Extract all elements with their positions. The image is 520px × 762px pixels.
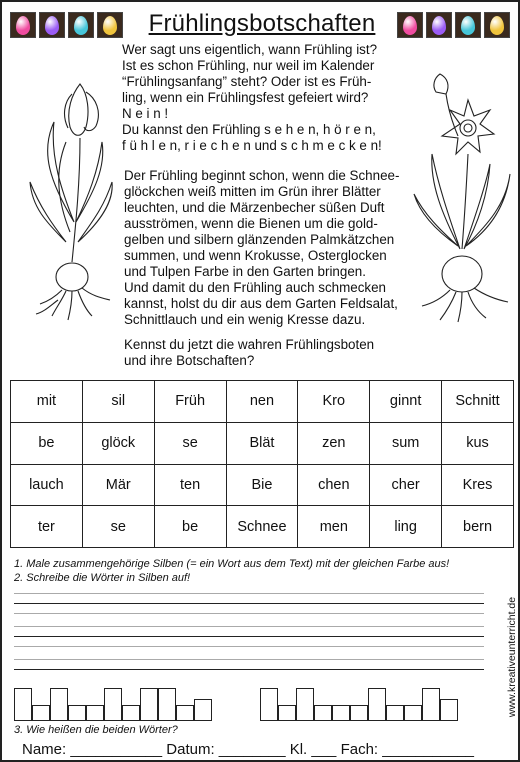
- footer-fields[interactable]: Name: ___________ Datum: ________ Kl. ___ Fach: ___________: [22, 741, 475, 758]
- side-url: [505, 562, 519, 752]
- intro-line: N e i n !: [122, 106, 169, 121]
- letter-box[interactable]: [104, 688, 122, 721]
- syllable-cell[interactable]: be: [11, 422, 83, 464]
- question-line: Kennst du jetzt die wahren Frühlingsboten: [124, 337, 375, 352]
- syllable-cell[interactable]: lauch: [11, 464, 83, 506]
- syllable-cell[interactable]: ten: [154, 464, 226, 506]
- syllable-cell[interactable]: zen: [298, 422, 370, 464]
- letter-box[interactable]: [296, 688, 314, 721]
- writing-line[interactable]: [14, 593, 484, 594]
- letter-box[interactable]: [260, 688, 278, 721]
- syllable-cell[interactable]: Kro: [298, 381, 370, 423]
- intro-line: Du kannst den Frühling s e h e n, h ö r e n,: [122, 122, 376, 137]
- syllable-row: [11, 381, 514, 423]
- syllable-cell[interactable]: se: [82, 506, 154, 548]
- letter-box[interactable]: [350, 705, 368, 721]
- syllable-row: [11, 422, 514, 464]
- intro-line: Wer sagt uns eigentlich, wann Frühling ist?: [122, 42, 378, 57]
- letter-box[interactable]: [176, 705, 194, 721]
- body-line: Schnittlauch und ein wenig Kresse dazu.: [124, 312, 366, 327]
- writing-lines[interactable]: [14, 593, 484, 679]
- body-line: und Tulpen Farbe in den Garten bringen.: [124, 264, 366, 279]
- letter-box[interactable]: [32, 705, 50, 721]
- syllable-cell[interactable]: Bie: [226, 464, 298, 506]
- syllable-cell[interactable]: ling: [370, 506, 442, 548]
- intro-line: f ü h l e n, r i e c h e n und s c h m e c k e n!: [122, 138, 382, 153]
- syllable-cell[interactable]: Schnee: [226, 506, 298, 548]
- word-shape-boxes-1[interactable]: [14, 688, 214, 721]
- letter-box[interactable]: [122, 705, 140, 721]
- syllable-row: [11, 506, 514, 548]
- syllable-cell[interactable]: men: [298, 506, 370, 548]
- writing-line[interactable]: [14, 613, 484, 614]
- intro-line: Ist es schon Frühling, nur weil im Kalender: [122, 58, 375, 73]
- crocus-drawing: [10, 72, 120, 327]
- syllable-cell[interactable]: cher: [370, 464, 442, 506]
- task-2: 2. Schreibe die Wörter in Silben auf!: [14, 572, 191, 584]
- syllable-cell[interactable]: kus: [442, 422, 514, 464]
- syllable-cell[interactable]: glöck: [82, 422, 154, 464]
- writing-line[interactable]: [14, 659, 484, 660]
- writing-line[interactable]: [14, 669, 484, 670]
- narcissus-drawing: [402, 64, 520, 326]
- letter-box[interactable]: [140, 688, 158, 721]
- task-3: 3. Wie heißen die beiden Wörter?: [14, 724, 178, 736]
- syllable-cell[interactable]: bern: [442, 506, 514, 548]
- side-url-text: www.kreativeunterricht.de: [506, 596, 518, 718]
- body-line: Der Frühling beginnt schon, wenn die Schnee-: [124, 168, 400, 183]
- letter-box[interactable]: [404, 705, 422, 721]
- syllable-cell[interactable]: ter: [11, 506, 83, 548]
- syllable-cell[interactable]: sum: [370, 422, 442, 464]
- question-line: und ihre Botschaften?: [124, 353, 255, 368]
- body-line: ausströmen, wenn die Bienen um die gold-: [124, 216, 378, 231]
- letter-box[interactable]: [14, 688, 32, 721]
- syllable-grid: [10, 380, 514, 548]
- task-1: 1. Male zusammengehörige Silben (= ein Wort aus dem Text) mit der gleichen Farbe aus!: [14, 558, 450, 570]
- syllable-cell[interactable]: se: [154, 422, 226, 464]
- letter-box[interactable]: [314, 705, 332, 721]
- syllable-row: [11, 464, 514, 506]
- intro-paragraph: [122, 42, 412, 154]
- writing-line[interactable]: [14, 626, 484, 627]
- letter-box[interactable]: [440, 699, 458, 721]
- syllable-cell[interactable]: ginnt: [370, 381, 442, 423]
- body-line: glöckchen weiß mitten im Grün ihrer Blätter: [124, 184, 381, 199]
- syllable-cell[interactable]: nen: [226, 381, 298, 423]
- body-line: leuchten, und die Märzenbecher süßen Duft: [124, 200, 385, 215]
- page-title: Frühlingsbotschaften: [148, 10, 376, 37]
- letter-box[interactable]: [194, 699, 212, 721]
- intro-line: ling, wenn ein Frühlingsfest gefeiert wird?: [122, 90, 369, 105]
- letter-box[interactable]: [386, 705, 404, 721]
- letter-box[interactable]: [278, 705, 296, 721]
- task-instructions: [14, 557, 449, 585]
- syllable-cell[interactable]: Schnitt: [442, 381, 514, 423]
- writing-line[interactable]: [14, 636, 484, 637]
- syllable-cell[interactable]: Früh: [154, 381, 226, 423]
- writing-line[interactable]: [14, 646, 484, 647]
- letter-box[interactable]: [422, 688, 440, 721]
- syllable-cell[interactable]: Kres: [442, 464, 514, 506]
- body-line: summen, und wenn Krokusse, Osterglocken: [124, 248, 387, 263]
- letter-box[interactable]: [86, 705, 104, 721]
- syllable-cell[interactable]: Mär: [82, 464, 154, 506]
- body-line: Und damit du den Frühling auch schmecken: [124, 280, 387, 295]
- syllable-cell[interactable]: mit: [11, 381, 83, 423]
- letter-box[interactable]: [332, 705, 350, 721]
- syllable-cell[interactable]: Blät: [226, 422, 298, 464]
- writing-line[interactable]: [14, 603, 484, 604]
- body-line: gelben und silbern glänzenden Palmkätzchen: [124, 232, 395, 247]
- syllable-cell[interactable]: be: [154, 506, 226, 548]
- word-shape-boxes-2[interactable]: [260, 688, 460, 721]
- letter-box[interactable]: [68, 705, 86, 721]
- body-line: kannst, holst du dir aus dem Garten Feldsalat,: [124, 296, 398, 311]
- body-paragraph: [124, 168, 414, 328]
- question-paragraph: [124, 337, 414, 369]
- letter-box[interactable]: [50, 688, 68, 721]
- letter-box[interactable]: [158, 688, 176, 721]
- intro-line: “Frühlingsanfang” steht? Oder ist es Früh-: [122, 74, 372, 89]
- syllable-cell[interactable]: sil: [82, 381, 154, 423]
- syllable-cell[interactable]: chen: [298, 464, 370, 506]
- letter-box[interactable]: [368, 688, 386, 721]
